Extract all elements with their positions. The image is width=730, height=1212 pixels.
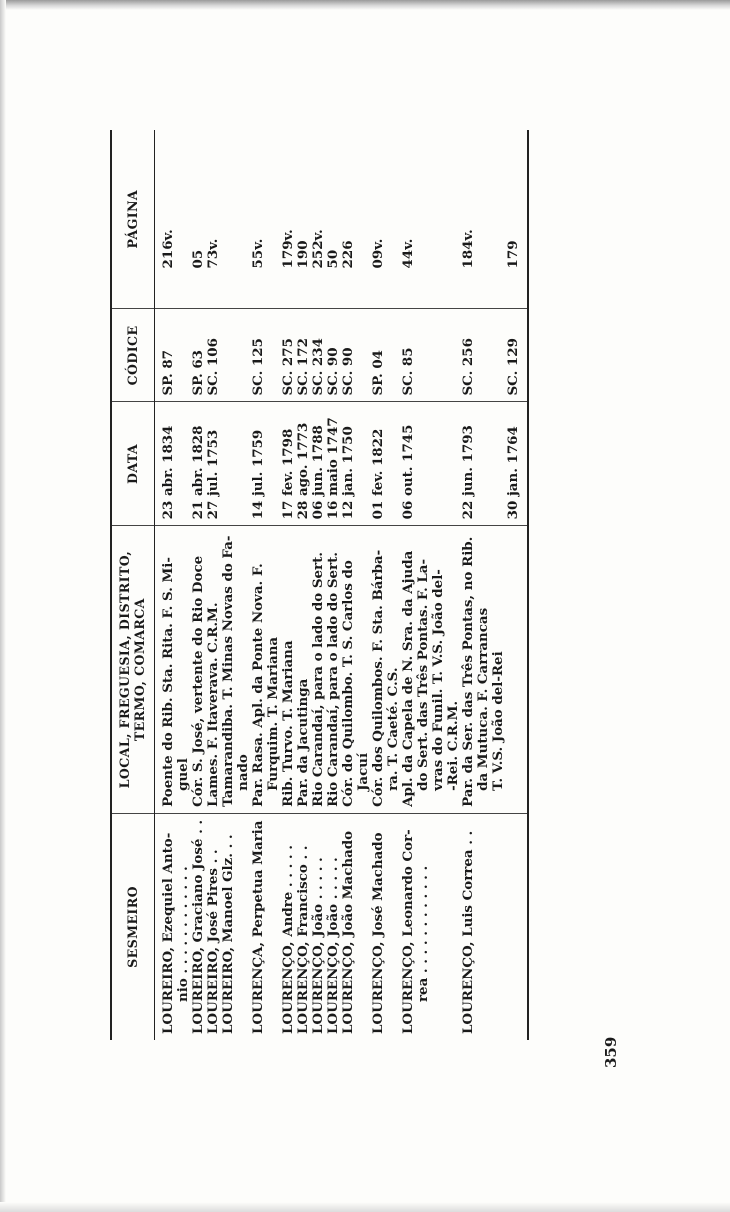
sesmarias-table (110, 130, 529, 1040)
codice-cell (221, 309, 251, 402)
codice-cell: SC. 256 (461, 309, 506, 402)
sesmeiro-line: LOURENÇO, João . . . . . (310, 857, 326, 1034)
sesmeiro-cell (311, 813, 326, 1040)
sesmeiro-line: LOURENÇO, João . . . . . (325, 857, 341, 1034)
local-line: Par. Rasa. Apl. da Ponte Nova. F. (250, 563, 266, 807)
codice-cell: SC. 125 (251, 309, 281, 402)
data-cell: 21 abr. 1828 (191, 402, 206, 526)
sesmeiro-cell (221, 813, 251, 1040)
sesmeiro-line: LOURENÇO, Leonardo Cor- (400, 829, 416, 1034)
table-row (155, 130, 192, 1040)
local-line: do Sert. das Três Pontas. F. La- (415, 558, 431, 791)
data-cell: 14 jul. 1759 (251, 402, 281, 526)
local-line: Furquim. T. Mariana (265, 636, 281, 791)
local-line: T. V.S. João del-Rei (490, 651, 506, 791)
data-cell: 23 abr. 1834 (155, 402, 192, 526)
codice-cell: SP. 63 (191, 309, 206, 402)
table-row (281, 130, 296, 1040)
table-row (506, 130, 528, 1040)
sesmeiro-line: nio . . . . . . . . . . . . (175, 866, 191, 1002)
sesmeiro-cell (206, 813, 221, 1040)
sesmeiro-cell (506, 813, 528, 1040)
table-body (155, 130, 529, 1040)
sesmeiro-line: rea . . . . . . . . . . . . (415, 865, 431, 1002)
sesmeiro-line: LOURENÇO, Francisco . . (295, 845, 311, 1034)
data-cell: 17 fev. 1798 (281, 402, 296, 526)
table-row (326, 130, 341, 1040)
data-cell: 06 out. 1745 (401, 402, 461, 526)
table-row (296, 130, 311, 1040)
local-cell (191, 526, 206, 814)
page-top-shadow (0, 0, 730, 10)
sesmeiro-cell (341, 813, 371, 1040)
local-line: -Rei. C.R.M. (445, 700, 461, 791)
data-cell: 28 ago. 1773 (296, 402, 311, 526)
header-codice: CÓDICE (111, 309, 155, 402)
sesmeiro-cell (191, 813, 206, 1040)
sesmeiro-line: LOURENÇO, Luis Correa . . (460, 830, 476, 1034)
codice-cell: SC. 129 (506, 309, 528, 402)
data-cell: 12 jan. 1750 (341, 402, 371, 526)
local-cell (221, 526, 251, 814)
sesmeiro-line: LOURENÇA, Perpetua Maria (250, 820, 266, 1034)
data-cell: 22 jun. 1793 (461, 402, 506, 526)
local-line: nado (235, 754, 251, 791)
local-line: Rio Carandaí, para o lado do Sert. (325, 552, 341, 807)
header-data: DATA (111, 402, 155, 526)
sesmeiro-line: LOURENÇO, João Machado (340, 830, 356, 1034)
data-cell: 27 jul. 1753 (206, 402, 221, 526)
pagina-cell: 184v. (461, 130, 506, 309)
local-cell (506, 526, 528, 814)
sesmeiro-cell (326, 813, 341, 1040)
pagina-cell: 50 (326, 130, 341, 309)
pagina-cell: 09v. (371, 130, 401, 309)
rotated-table-content (110, 130, 650, 1040)
sesmeiro-line: LOUREIRO, Ezequiel Anto- (160, 832, 176, 1034)
pagina-cell: 179v. (281, 130, 296, 309)
sesmeiro-line: LOURENÇO, José Machado (370, 832, 386, 1034)
codice-cell: SC. 90 (326, 309, 341, 402)
table-row (206, 130, 221, 1040)
table-row (251, 130, 281, 1040)
table-row (341, 130, 371, 1040)
local-cell (401, 526, 461, 814)
local-cell (251, 526, 281, 814)
local-line: da Mutuca. F. Carrancas (475, 607, 491, 791)
pagina-cell: 73v. (206, 130, 221, 309)
codice-cell: SC. 172 (296, 309, 311, 402)
local-cell (281, 526, 296, 814)
sesmeiro-cell (461, 813, 506, 1040)
local-line: Par. da Jacutinga (295, 678, 311, 807)
local-line: Rib. Turvo. T. Mariana (280, 640, 296, 807)
pagina-cell: 44v. (401, 130, 461, 309)
page-bottom-edge (0, 1202, 730, 1212)
local-line: Poente do Rib. Sta. Rita. F. S. Mi- (160, 557, 176, 807)
pagina-cell: 252v. (311, 130, 326, 309)
local-line: vras do Funil. T. V.S. João del- (430, 569, 446, 791)
table-row (461, 130, 506, 1040)
table-row (311, 130, 326, 1040)
local-cell (296, 526, 311, 814)
data-cell: 01 fev. 1822 (371, 402, 401, 526)
codice-cell: SC. 234 (311, 309, 326, 402)
pagina-cell: 55v. (251, 130, 281, 309)
page-left-edge (0, 0, 6, 1212)
pagina-cell: 216v. (155, 130, 192, 309)
data-cell: 30 jan. 1764 (506, 402, 528, 526)
rotated-table-area (110, 130, 650, 1040)
table-header-row (111, 130, 155, 1040)
local-line: Cór. do Quilombo. T. S. Carlos do (340, 560, 356, 807)
header-local: LOCAL, FREGUESIA, DISTRITO, TERMO, COMARCA (111, 526, 155, 814)
local-cell (461, 526, 506, 814)
pagina-cell: 05 (191, 130, 206, 309)
sesmeiro-line: LOUREIRO, Manoel Glz. . . (220, 834, 236, 1034)
codice-cell: SC. 90 (341, 309, 371, 402)
codice-cell: SC. 106 (206, 309, 221, 402)
sesmeiro-cell (371, 813, 401, 1040)
page-number: 359 (602, 1036, 620, 1068)
table-row (191, 130, 206, 1040)
local-cell (155, 526, 192, 814)
sesmeiro-line: LOUREIRO, José Pires . . (205, 849, 221, 1034)
local-cell (371, 526, 401, 814)
local-line: Cór. dos Quilombos. F. Sta. Bárba- (370, 549, 386, 807)
data-cell: 16 maio 1747 (326, 402, 341, 526)
table-row (221, 130, 251, 1040)
local-cell (341, 526, 371, 814)
codice-cell: SC. 85 (401, 309, 461, 402)
pagina-cell: 226 (341, 130, 371, 309)
local-line: Apl. da Capela de N. Sra. da Ajuda (400, 550, 416, 807)
local-line: ra. T. Caeté. C.S. (385, 667, 401, 791)
table-row (371, 130, 401, 1040)
local-line: Tamarandiba. T. Minas Novas do Fa- (220, 535, 236, 807)
local-line: Par. da Ser. das Três Pontas, no Rib. (460, 536, 476, 807)
pagina-cell: 190 (296, 130, 311, 309)
local-cell (326, 526, 341, 814)
local-line: guel (175, 758, 191, 791)
codice-cell: SP. 87 (155, 309, 192, 402)
sesmeiro-line: LOUREIRO, Graciano José . . (190, 819, 206, 1034)
sesmeiro-cell (281, 813, 296, 1040)
header-sesmeiro: SESMEIRO (111, 813, 155, 1040)
sesmeiro-cell (401, 813, 461, 1040)
pagina-cell (221, 130, 251, 309)
local-cell (311, 526, 326, 814)
sesmeiro-cell (251, 813, 281, 1040)
data-cell: 06 jun. 1788 (311, 402, 326, 526)
pagina-cell: 179 (506, 130, 528, 309)
codice-cell: SC. 275 (281, 309, 296, 402)
sesmeiro-line: LOURENÇO, Andre . . . . . (280, 845, 296, 1034)
local-line: Cór. S. José, vertente do Rio Doce (190, 555, 206, 807)
local-cell (206, 526, 221, 814)
sesmeiro-cell (296, 813, 311, 1040)
header-pagina: PÁGINA (111, 130, 155, 309)
local-line: Jacuí (355, 752, 371, 791)
local-line: Lames. F. Itaverava. C.R.M. (205, 602, 221, 807)
table-row (401, 130, 461, 1040)
data-cell (221, 402, 251, 526)
local-line: Rio Carandaí, para o lado do Sert. (310, 552, 326, 807)
codice-cell: SP. 04 (371, 309, 401, 402)
sesmeiro-cell (155, 813, 192, 1040)
